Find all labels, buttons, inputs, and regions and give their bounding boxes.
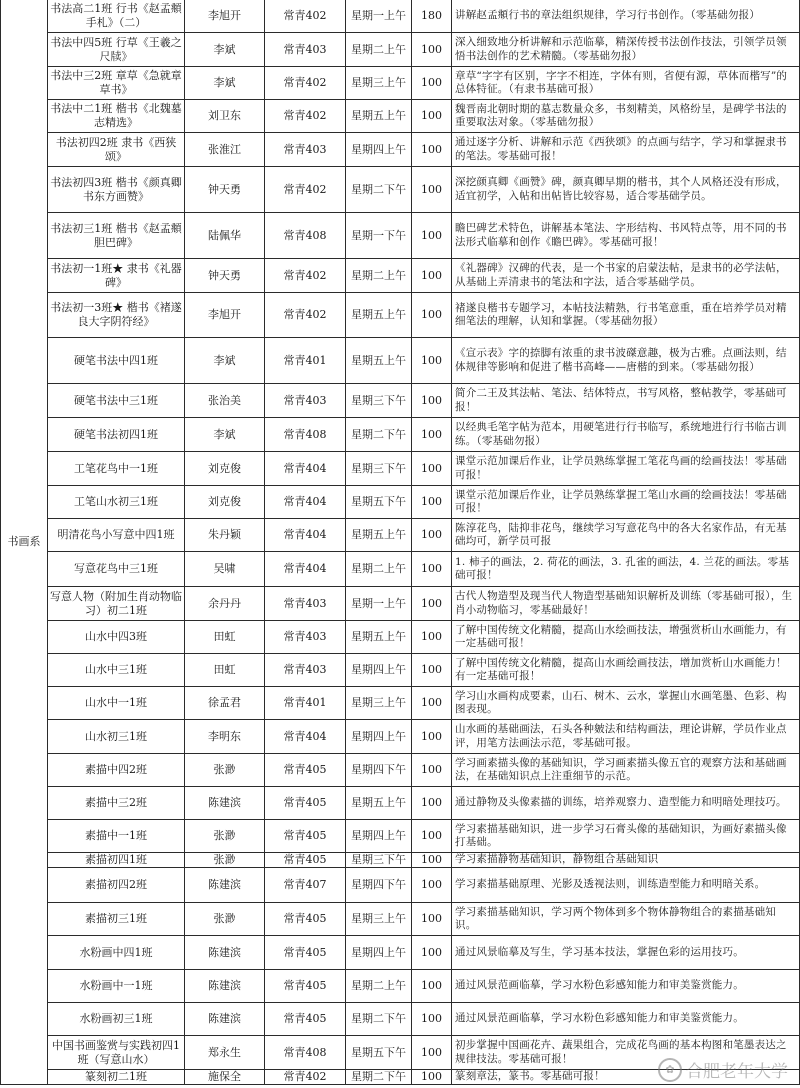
course-name: 明清花鸟小写意中四1班 bbox=[48, 519, 185, 552]
course-name: 水粉画中一1班 bbox=[48, 970, 185, 1003]
class-time: 星期四上午 bbox=[346, 133, 412, 167]
course-description: 1. 柿子的画法，2. 荷花的画法，3. 孔雀的画法，4. 兰花的画法。零基础可报！ bbox=[452, 552, 800, 587]
table-row bbox=[1, 936, 800, 970]
classroom: 常青403 bbox=[265, 33, 346, 67]
classroom: 常青404 bbox=[265, 452, 346, 486]
teacher-name: 朱丹颖 bbox=[185, 519, 265, 552]
class-time: 星期二上午 bbox=[346, 970, 412, 1003]
course-name: 中国书画鉴赏与实践初四1班（写意山水） bbox=[48, 1036, 185, 1070]
teacher-name: 陈建滨 bbox=[185, 787, 265, 820]
classroom: 常青404 bbox=[265, 552, 346, 587]
class-hours: 100 bbox=[412, 1070, 452, 1085]
class-hours: 100 bbox=[412, 418, 452, 452]
class-hours: 100 bbox=[412, 853, 452, 868]
course-description: 通过静物及头像素描的训练，培养观察力、造型能力和明暗处理技巧。 bbox=[452, 787, 800, 820]
teacher-name: 李斌 bbox=[185, 418, 265, 452]
classroom: 常青402 bbox=[265, 67, 346, 100]
teacher-name: 钟天勇 bbox=[185, 167, 265, 213]
course-name: 山水初三1班 bbox=[48, 720, 185, 754]
course-name: 水粉画初三1班 bbox=[48, 1003, 185, 1036]
classroom: 常青402 bbox=[265, 0, 346, 33]
class-hours: 100 bbox=[412, 133, 452, 167]
table-row bbox=[1, 67, 800, 100]
course-name: 书法高二1班 行书《赵孟頫手札》（二） bbox=[48, 0, 185, 33]
course-description: 通过风景范画临摹，学习水粉色彩感知能力和审美鉴赏能力。 bbox=[452, 970, 800, 1003]
class-hours: 100 bbox=[412, 33, 452, 67]
table-row bbox=[1, 33, 800, 67]
course-name: 写意人物（附加生肖动物临习）初二1班 bbox=[48, 587, 185, 621]
classroom: 常青403 bbox=[265, 384, 346, 418]
course-description: 学习素描基础知识，进一步学习石膏头像的基础知识，为画好素描头像打基础。 bbox=[452, 820, 800, 853]
table-row bbox=[1, 213, 800, 259]
class-time: 星期三下午 bbox=[346, 384, 412, 418]
course-description: 瞻巴碑艺术特色，讲解基本笔法、字形结构、书风特点等，用不同的书法形式临摹和创作《瞻巴碑》。零基础可报！ bbox=[452, 213, 800, 259]
teacher-name: 李斌 bbox=[185, 338, 265, 384]
class-time: 星期二上午 bbox=[346, 552, 412, 587]
course-name: 书法初三1班 楷书《赵孟頫胆巴碑》 bbox=[48, 213, 185, 259]
class-time: 星期五下午 bbox=[346, 486, 412, 519]
teacher-name: 李旭开 bbox=[185, 293, 265, 338]
teacher-name: 施保全 bbox=[185, 1070, 265, 1085]
course-description: 学习山水画构成要素，山石、树木、云水，掌握山水画笔墨、色彩、构图表现。 bbox=[452, 687, 800, 720]
table-row bbox=[1, 293, 800, 338]
class-time: 星期三上午 bbox=[346, 67, 412, 100]
course-name: 硬笔书法初四1班 bbox=[48, 418, 185, 452]
course-name: 山水中三1班 bbox=[48, 654, 185, 687]
classroom: 常青402 bbox=[265, 259, 346, 293]
table-row bbox=[1, 970, 800, 1003]
course-name: 书法初四3班 楷书《颜真卿书东方画赞》 bbox=[48, 167, 185, 213]
class-time: 星期二上午 bbox=[346, 33, 412, 67]
table-row bbox=[1, 338, 800, 384]
teacher-name: 余丹丹 bbox=[185, 587, 265, 621]
teacher-name: 陈建滨 bbox=[185, 970, 265, 1003]
class-time: 星期二下午 bbox=[346, 418, 412, 452]
course-description: 学习素描静物基础知识，静物组合基础知识 bbox=[452, 853, 800, 868]
class-time: 星期二上午 bbox=[346, 259, 412, 293]
teacher-name: 田虹 bbox=[185, 654, 265, 687]
course-description: 讲解赵孟頫行书的章法组织规律，学习行书创作。（零基础勿报） bbox=[452, 0, 800, 33]
table-row bbox=[1, 868, 800, 903]
course-description: 通过风景临摹及写生，学习基本技法，掌握色彩的运用技巧。 bbox=[452, 936, 800, 970]
course-description: 学习素描基础原理、光影及透视法则，训练造型能力和明暗关系。 bbox=[452, 868, 800, 903]
watermark-text: 合肥老年大学 bbox=[686, 1062, 788, 1082]
course-description: 山水画的基础画法，石头各种皴法和结构画法，理论讲解，学员作业点评，用笔方法画法示范，零基础可报。 bbox=[452, 720, 800, 754]
course-name: 书法中三2班 章草《急就章草书》 bbox=[48, 67, 185, 100]
class-time: 星期四下午 bbox=[346, 868, 412, 903]
class-time: 星期四上午 bbox=[346, 936, 412, 970]
course-description: 《礼器碑》汉碑的代表，是一个书家的启蒙法帖，是隶书的必学法帖，从基础上弄清隶书的笔法和字法，适合零基础学员。 bbox=[452, 259, 800, 293]
classroom: 常青402 bbox=[265, 100, 346, 133]
table-row bbox=[1, 853, 800, 868]
classroom: 常青408 bbox=[265, 418, 346, 452]
teacher-name: 田虹 bbox=[185, 621, 265, 654]
class-time: 星期三上午 bbox=[346, 687, 412, 720]
table-row bbox=[1, 384, 800, 418]
course-name: 素描中三2班 bbox=[48, 787, 185, 820]
course-name: 篆刻初二1班 bbox=[48, 1070, 185, 1085]
class-hours: 100 bbox=[412, 903, 452, 936]
course-name: 书法初一3班★ 楷书《褚遂良大字阴符经》 bbox=[48, 293, 185, 338]
class-hours: 100 bbox=[412, 754, 452, 787]
course-name: 工笔花鸟中一1班 bbox=[48, 452, 185, 486]
course-description: 章草“字字有区别，字字不相连，字体有则，省便有源，草体而楷写”的总体特征。（有隶书基础可报） bbox=[452, 67, 800, 100]
course-description: 了解中国传统文化精髓，提高山水绘画技法，增强赏析山水画能力，有一定基础可报！ bbox=[452, 621, 800, 654]
classroom: 常青402 bbox=[265, 1070, 346, 1085]
teacher-name: 郑永生 bbox=[185, 1036, 265, 1070]
class-time: 星期四上午 bbox=[346, 820, 412, 853]
class-hours: 100 bbox=[412, 519, 452, 552]
teacher-name: 陈建滨 bbox=[185, 936, 265, 970]
course-description: 了解中国传统文化精髓，提高山水画绘画技法，增加赏析山水画能力！有一定基础可报！ bbox=[452, 654, 800, 687]
table-row bbox=[1, 519, 800, 552]
table-row bbox=[1, 587, 800, 621]
class-hours: 100 bbox=[412, 452, 452, 486]
class-hours: 180 bbox=[412, 0, 452, 33]
course-description: 古代人物造型及现当代人物造型基础知识解析及训练（零基础可报），生肖小动物临习，零基础最好！ bbox=[452, 587, 800, 621]
class-time: 星期三下午 bbox=[346, 452, 412, 486]
classroom: 常青401 bbox=[265, 687, 346, 720]
teacher-name: 钟天勇 bbox=[185, 259, 265, 293]
class-time: 星期二下午 bbox=[346, 1070, 412, 1085]
table-row bbox=[1, 1036, 800, 1070]
course-name: 工笔山水初三1班 bbox=[48, 486, 185, 519]
table-row bbox=[1, 552, 800, 587]
class-time: 星期三上午 bbox=[346, 903, 412, 936]
class-time: 星期五上午 bbox=[346, 100, 412, 133]
table-row bbox=[1, 418, 800, 452]
classroom: 常青405 bbox=[265, 1003, 346, 1036]
class-hours: 100 bbox=[412, 384, 452, 418]
classroom: 常青402 bbox=[265, 167, 346, 213]
class-hours: 100 bbox=[412, 654, 452, 687]
class-time: 星期一上午 bbox=[346, 0, 412, 33]
course-name: 山水中一1班 bbox=[48, 687, 185, 720]
table-row bbox=[1, 259, 800, 293]
course-name: 素描初三1班 bbox=[48, 903, 185, 936]
teacher-name: 刘克俊 bbox=[185, 486, 265, 519]
teacher-name: 张渺 bbox=[185, 820, 265, 853]
teacher-name: 刘克俊 bbox=[185, 452, 265, 486]
course-description: 《宣示表》字的捺脚有浓重的隶书波磔意趣，极为古雅。点画法则，结体规律等影响和促进了楷书高峰——唐楷的到来。（零基础勿报） bbox=[452, 338, 800, 384]
class-hours: 100 bbox=[412, 293, 452, 338]
class-hours: 100 bbox=[412, 486, 452, 519]
course-name: 书法中四5班 行草《王羲之尺牍》 bbox=[48, 33, 185, 67]
course-description: 以经典毛笔字帖为范本，用硬笔进行行书临写，系统地进行行书临古训练。（零基础勿报） bbox=[452, 418, 800, 452]
class-time: 星期四上午 bbox=[346, 654, 412, 687]
teacher-name: 张渺 bbox=[185, 853, 265, 868]
table-row bbox=[1, 452, 800, 486]
teacher-name: 吴啸 bbox=[185, 552, 265, 587]
class-hours: 100 bbox=[412, 1036, 452, 1070]
teacher-name: 李明东 bbox=[185, 720, 265, 754]
teacher-name: 陈建滨 bbox=[185, 1003, 265, 1036]
class-hours: 100 bbox=[412, 868, 452, 903]
teacher-name: 张淮江 bbox=[185, 133, 265, 167]
classroom: 常青401 bbox=[265, 338, 346, 384]
classroom: 常青405 bbox=[265, 853, 346, 868]
teacher-name: 张治美 bbox=[185, 384, 265, 418]
teacher-name: 李旭开 bbox=[185, 0, 265, 33]
table-row bbox=[1, 654, 800, 687]
class-hours: 100 bbox=[412, 720, 452, 754]
table-row bbox=[1, 1003, 800, 1036]
teacher-name: 陈建滨 bbox=[185, 868, 265, 903]
classroom: 常青405 bbox=[265, 970, 346, 1003]
table-row bbox=[1, 100, 800, 133]
course-description: 深入细致地分析讲解和示范临摹，精深传授书法创作技法，引领学员领悟书法创作的艺术精髓。（零基础勿报） bbox=[452, 33, 800, 67]
class-hours: 100 bbox=[412, 936, 452, 970]
classroom: 常青403 bbox=[265, 621, 346, 654]
course-description: 深挖颜真卿《画赞》碑，颜真卿早期的楷书，其个人风格还没有形成，适宜初学，入帖和出帖皆比较容易，适合零基础学员。 bbox=[452, 167, 800, 213]
class-hours: 100 bbox=[412, 787, 452, 820]
course-name: 水粉画中四1班 bbox=[48, 936, 185, 970]
classroom: 常青408 bbox=[265, 1036, 346, 1070]
wechat-channel-icon: ✿ bbox=[658, 1058, 682, 1082]
classroom: 常青405 bbox=[265, 787, 346, 820]
course-name: 素描中四2班 bbox=[48, 754, 185, 787]
class-hours: 100 bbox=[412, 552, 452, 587]
class-time: 星期二下午 bbox=[346, 167, 412, 213]
table-row bbox=[1, 133, 800, 167]
teacher-name: 徐孟君 bbox=[185, 687, 265, 720]
class-hours: 100 bbox=[412, 687, 452, 720]
table-row bbox=[1, 820, 800, 853]
class-time: 星期四下午 bbox=[346, 754, 412, 787]
course-description: 学习素描基础知识，学习两个物体到多个物体静物组合的素描基础知识。 bbox=[452, 903, 800, 936]
class-hours: 100 bbox=[412, 820, 452, 853]
class-hours: 100 bbox=[412, 67, 452, 100]
course-description: 通过风景范画临摹，学习水粉色彩感知能力和审美鉴赏能力。 bbox=[452, 1003, 800, 1036]
classroom: 常青403 bbox=[265, 133, 346, 167]
class-hours: 100 bbox=[412, 167, 452, 213]
course-name: 山水中四3班 bbox=[48, 621, 185, 654]
course-name: 素描初四2班 bbox=[48, 868, 185, 903]
course-name: 硬笔书法中四1班 bbox=[48, 338, 185, 384]
course-name: 书法初四2班 隶书《西狭颂》 bbox=[48, 133, 185, 167]
teacher-name: 张渺 bbox=[185, 903, 265, 936]
course-description: 魏晋南北朝时期的墓志数量众多，书刻精美，风格纷呈，是碑学书法的重要取法对象。（零基础勿报） bbox=[452, 100, 800, 133]
class-hours: 100 bbox=[412, 100, 452, 133]
course-description: 褚遂良楷书专题学习，本帖技法精熟，行书笔意重，重在培养学员对精细笔法的理解，认知和掌握。（零基础勿报） bbox=[452, 293, 800, 338]
classroom: 常青403 bbox=[265, 587, 346, 621]
table-row bbox=[1, 687, 800, 720]
teacher-name: 陆佩华 bbox=[185, 213, 265, 259]
teacher-name: 张渺 bbox=[185, 754, 265, 787]
teacher-name: 刘卫东 bbox=[185, 100, 265, 133]
class-hours: 100 bbox=[412, 1003, 452, 1036]
course-description: 通过逐字分析、讲解和示范《西狭颂》的点画与结字，学习和掌握隶书的笔法。零基础可报！ bbox=[452, 133, 800, 167]
class-time: 星期五下午 bbox=[346, 1036, 412, 1070]
table-row bbox=[1, 903, 800, 936]
class-hours: 100 bbox=[412, 587, 452, 621]
course-description: 陈淳花鸟，陆抑非花鸟，继续学习写意花鸟中的各大名家作品，有无基础均可，新学员可报 bbox=[452, 519, 800, 552]
class-hours: 100 bbox=[412, 213, 452, 259]
table-row bbox=[1, 720, 800, 754]
class-time: 星期五上午 bbox=[346, 338, 412, 384]
classroom: 常青408 bbox=[265, 213, 346, 259]
classroom: 常青407 bbox=[265, 868, 346, 903]
table-row bbox=[1, 486, 800, 519]
class-time: 星期五上午 bbox=[346, 293, 412, 338]
class-time: 星期五上午 bbox=[346, 787, 412, 820]
class-hours: 100 bbox=[412, 970, 452, 1003]
classroom: 常青405 bbox=[265, 936, 346, 970]
department-cell: 书画系 bbox=[1, 0, 48, 1085]
course-description: 初步掌握中国画花卉、蔬果组合，完成花鸟画的基本构图和笔墨表达之规律技法。零基础可报！ bbox=[452, 1036, 800, 1070]
course-description: 简介二王及其法帖、笔法、结体特点，书写风格，整帖教学，零基础可报！ bbox=[452, 384, 800, 418]
class-hours: 100 bbox=[412, 338, 452, 384]
classroom: 常青405 bbox=[265, 903, 346, 936]
table-row bbox=[1, 1070, 800, 1085]
class-time: 星期三下午 bbox=[346, 853, 412, 868]
course-description: 学习画素描头像的基础知识，学习画素描头像五官的观察方法和基础画法，在基础知识点上注重细节的示范。 bbox=[452, 754, 800, 787]
class-time: 星期五上午 bbox=[346, 621, 412, 654]
course-name: 书法中二1班 楷书《北魏墓志精选》 bbox=[48, 100, 185, 133]
classroom: 常青402 bbox=[265, 293, 346, 338]
class-time: 星期一上午 bbox=[346, 587, 412, 621]
classroom: 常青404 bbox=[265, 720, 346, 754]
course-name: 素描中一1班 bbox=[48, 820, 185, 853]
course-name: 书法初一1班★ 隶书《礼器碑》 bbox=[48, 259, 185, 293]
classroom: 常青403 bbox=[265, 654, 346, 687]
course-description: 课堂示范加课后作业，让学员熟练掌握工笔花鸟画的绘画技法！零基础可报！ bbox=[452, 452, 800, 486]
table-row bbox=[1, 754, 800, 787]
class-time: 星期四上午 bbox=[346, 720, 412, 754]
class-time: 星期五上午 bbox=[346, 519, 412, 552]
course-name: 素描初四1班 bbox=[48, 853, 185, 868]
teacher-name: 李斌 bbox=[185, 67, 265, 100]
class-hours: 100 bbox=[412, 621, 452, 654]
classroom: 常青404 bbox=[265, 519, 346, 552]
teacher-name: 李斌 bbox=[185, 33, 265, 67]
classroom: 常青405 bbox=[265, 820, 346, 853]
classroom: 常青405 bbox=[265, 754, 346, 787]
course-name: 写意花鸟中三1班 bbox=[48, 552, 185, 587]
course-description: 课堂示范加课后作业，让学员熟练掌握工笔山水画的绘画技法！零基础可报！ bbox=[452, 486, 800, 519]
course-description: 篆刻章法，篆书。零基础可报！ bbox=[452, 1070, 800, 1085]
classroom: 常青404 bbox=[265, 486, 346, 519]
table-row bbox=[1, 167, 800, 213]
class-time: 星期一下午 bbox=[346, 213, 412, 259]
class-time: 星期二下午 bbox=[346, 1003, 412, 1036]
course-name: 硬笔书法中三1班 bbox=[48, 384, 185, 418]
table-row bbox=[1, 0, 800, 33]
table-row bbox=[1, 787, 800, 820]
table-row bbox=[1, 621, 800, 654]
class-hours: 100 bbox=[412, 259, 452, 293]
